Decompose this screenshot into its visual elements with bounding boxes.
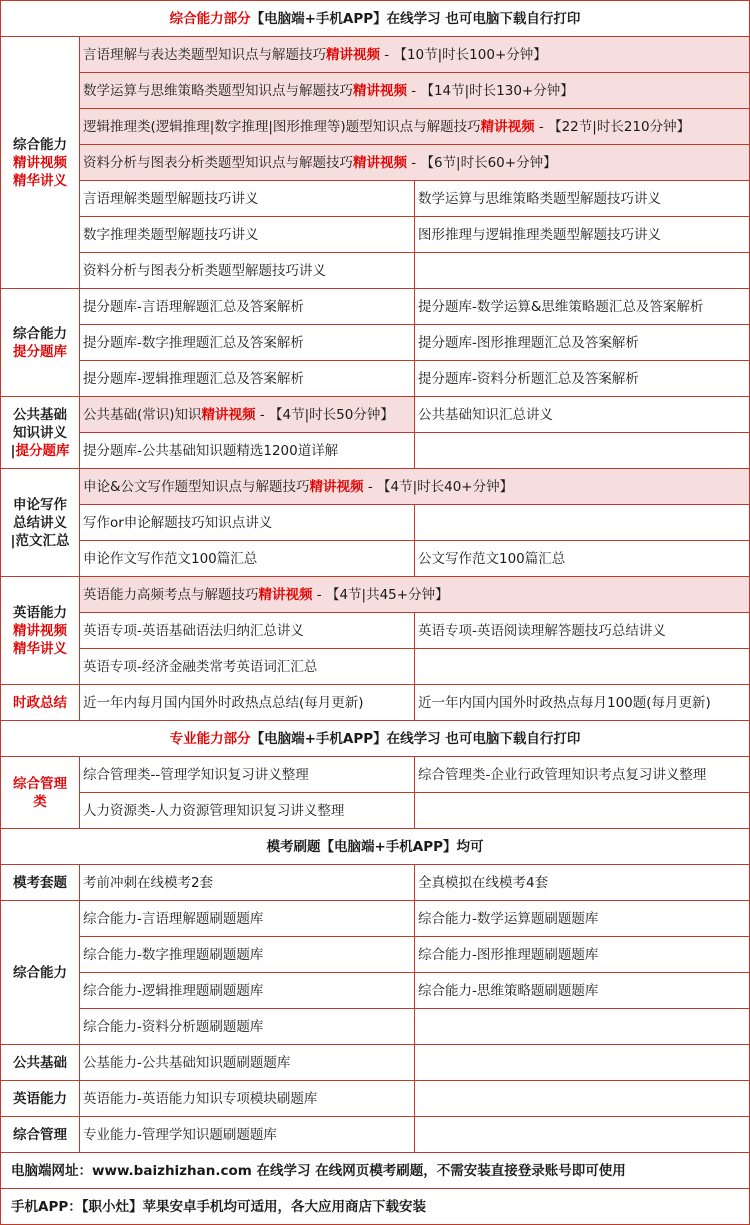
material-link[interactable]: 综合能力-数学运算题刷题题库 (415, 901, 750, 937)
table-row (1, 649, 750, 685)
table-row (1, 685, 750, 721)
footer-row (1, 1189, 750, 1225)
table-row (1, 505, 750, 541)
table-row (1, 145, 750, 181)
table-row (1, 793, 750, 829)
empty-cell (415, 1045, 750, 1081)
section-header-professional (1, 721, 750, 757)
material-link[interactable]: 人力资源类-人力资源管理知识复习讲义整理 (80, 793, 415, 829)
video-course-link[interactable]: 逻辑推理类(逻辑推理|数字推理|图形推理等)题型知识点与解题技巧精讲视频 - 【22节|时长210分钟】 (80, 109, 750, 145)
material-link[interactable]: 英语能力-英语能力知识专项模块刷题库 (80, 1081, 415, 1117)
group-label-current-affairs: 时政总结 (1, 685, 80, 721)
group-label-english: 英语能力 精讲视频 精华讲义 (1, 577, 80, 685)
table-row (1, 361, 750, 397)
table-row (1, 109, 750, 145)
table-row (1, 469, 750, 505)
section-subtitle: 【电脑端+手机APP】在线学习 也可电脑下载自行打印 (250, 730, 581, 747)
material-link[interactable]: 综合能力-言语理解题刷题题库 (80, 901, 415, 937)
material-link[interactable]: 资料分析与图表分析类题型解题技巧讲义 (80, 253, 415, 289)
material-link[interactable]: 提分题库-言语理解题汇总及答案解析 (80, 289, 415, 325)
section-header-general (1, 1, 750, 37)
empty-cell (415, 649, 750, 685)
group-label-general-bank: 综合能力 提分题库 (1, 289, 80, 397)
material-link[interactable]: 提分题库-数字推理题汇总及答案解析 (80, 325, 415, 361)
empty-cell (415, 1081, 750, 1117)
section-title: 专业能力部分 (169, 730, 251, 747)
material-link[interactable]: 言语理解类题型解题技巧讲义 (80, 181, 415, 217)
table-row (1, 397, 750, 433)
group-label-management-practice: 综合管理 (1, 1117, 80, 1153)
table-row (1, 289, 750, 325)
material-link[interactable]: 综合能力-数字推理题刷题题库 (80, 937, 415, 973)
material-link[interactable]: 申论作文写作范文100篇汇总 (80, 541, 415, 577)
section-title: 模考刷题【电脑端+手机APP】均可 (1, 829, 750, 865)
material-link[interactable]: 图形推理与逻辑推理类题型解题技巧讲义 (415, 217, 750, 253)
material-link[interactable]: 近一年内国内国外时政热点每月100题(每月更新) (415, 685, 750, 721)
table-row (1, 433, 750, 469)
video-course-link[interactable]: 公共基础(常识)知识精讲视频 - 【4节|时长50分钟】 (80, 397, 415, 433)
group-label-management: 综合管理 类 (1, 757, 80, 829)
table-row (1, 181, 750, 217)
table-row (1, 937, 750, 973)
video-course-link[interactable]: 数学运算与思维策略类题型知识点与解题技巧精讲视频 - 【14节|时长130+分钟】 (80, 73, 750, 109)
table-row (1, 37, 750, 73)
material-link[interactable]: 综合能力-图形推理题刷题题库 (415, 937, 750, 973)
material-link[interactable]: 数学运算与思维策略类题型解题技巧讲义 (415, 181, 750, 217)
material-link[interactable]: 公共基础知识汇总讲义 (415, 397, 750, 433)
material-link[interactable]: 专业能力-管理学知识题刷题题库 (80, 1117, 415, 1153)
material-link[interactable]: 提分题库-图形推理题汇总及答案解析 (415, 325, 750, 361)
footer-row (1, 1153, 750, 1189)
table-row (1, 577, 750, 613)
table-row (1, 217, 750, 253)
material-link[interactable]: 综合管理类--管理学知识复习讲义整理 (80, 757, 415, 793)
table-row (1, 1009, 750, 1045)
table-row (1, 1045, 750, 1081)
material-link[interactable]: 提分题库-逻辑推理题汇总及答案解析 (80, 361, 415, 397)
material-link[interactable]: 综合能力-思维策略题刷题题库 (415, 973, 750, 1009)
material-link[interactable]: 综合管理类-企业行政管理知识考点复习讲义整理 (415, 757, 750, 793)
material-link[interactable]: 英语专项-英语基础语法归纳汇总讲义 (80, 613, 415, 649)
table-row (1, 613, 750, 649)
website-note: 电脑端网址：www.baizhizhan.com 在线学习 在线网页模考刷题，不需安装直接登录账号即可使用 (1, 1153, 750, 1189)
table-row (1, 865, 750, 901)
table-row (1, 757, 750, 793)
material-link[interactable]: 近一年内每月国内国外时政热点总结(每月更新) (80, 685, 415, 721)
empty-cell (415, 505, 750, 541)
video-course-link[interactable]: 资料分析与图表分析类题型知识点与解题技巧精讲视频 - 【6节|时长60+分钟】 (80, 145, 750, 181)
empty-cell (415, 1117, 750, 1153)
app-note: 手机APP：【职小灶】苹果安卓手机均可适用，各大应用商店下载安装 (1, 1189, 750, 1225)
video-course-link[interactable]: 英语能力高频考点与解题技巧精讲视频 - 【4节|共45+分钟】 (80, 577, 750, 613)
material-link[interactable]: 英语专项-经济金融类常考英语词汇汇总 (80, 649, 415, 685)
group-label-essay: 申论写作 总结讲义 |范文汇总 (1, 469, 80, 577)
table-row (1, 325, 750, 361)
group-label-mock-sets: 模考套题 (1, 865, 80, 901)
table-row (1, 541, 750, 577)
group-label-public-practice: 公共基础 (1, 1045, 80, 1081)
empty-cell (415, 433, 750, 469)
material-link[interactable]: 提分题库-公共基础知识题精选1200道详解 (80, 433, 415, 469)
group-label-general-practice: 综合能力 (1, 901, 80, 1045)
table-row (1, 1081, 750, 1117)
empty-cell (415, 793, 750, 829)
video-course-link[interactable]: 申论&公文写作题型知识点与解题技巧精讲视频 - 【4节|时长40+分钟】 (80, 469, 750, 505)
section-title: 综合能力部分 (169, 10, 251, 27)
section-subtitle: 【电脑端+手机APP】在线学习 也可电脑下载自行打印 (250, 10, 581, 27)
material-link[interactable]: 考前冲刺在线模考2套 (80, 865, 415, 901)
group-label-general-video: 综合能力 精讲视频 精华讲义 (1, 37, 80, 289)
material-link[interactable]: 公文写作范文100篇汇总 (415, 541, 750, 577)
material-link[interactable]: 提分题库-数学运算&思维策略题汇总及答案解析 (415, 289, 750, 325)
video-course-link[interactable]: 言语理解与表达类题型知识点与解题技巧精讲视频 - 【10节|时长100+分钟】 (80, 37, 750, 73)
material-link[interactable]: 综合能力-资料分析题刷题题库 (80, 1009, 415, 1045)
table-row (1, 973, 750, 1009)
material-link[interactable]: 写作or申论解题技巧知识点讲义 (80, 505, 415, 541)
material-link[interactable]: 公基能力-公共基础知识题刷题题库 (80, 1045, 415, 1081)
table-row (1, 1117, 750, 1153)
table-row (1, 73, 750, 109)
material-link[interactable]: 数字推理类题型解题技巧讲义 (80, 217, 415, 253)
empty-cell (415, 253, 750, 289)
table-row (1, 901, 750, 937)
material-link[interactable]: 提分题库-资料分析题汇总及答案解析 (415, 361, 750, 397)
table-row (1, 253, 750, 289)
material-link[interactable]: 英语专项-英语阅读理解答题技巧总结讲义 (415, 613, 750, 649)
group-label-english-practice: 英语能力 (1, 1081, 80, 1117)
material-link[interactable]: 综合能力-逻辑推理题刷题题库 (80, 973, 415, 1009)
empty-cell (415, 1009, 750, 1045)
material-link[interactable]: 全真模拟在线模考4套 (415, 865, 750, 901)
section-header-mock-exams (1, 829, 750, 865)
group-label-public-basics: 公共基础 知识讲义 |提分题库 (1, 397, 80, 469)
